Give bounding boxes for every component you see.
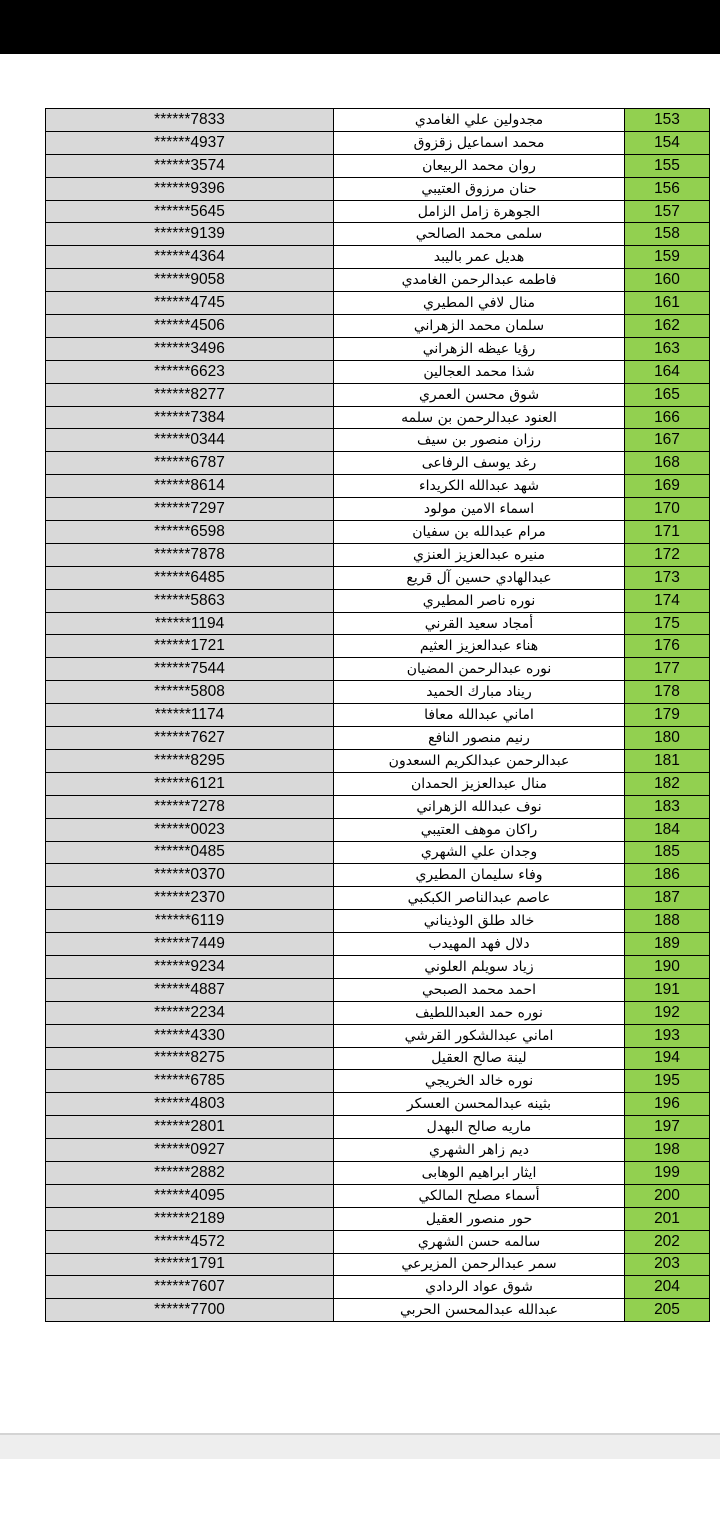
masked-id-cell: ******9139	[46, 223, 334, 246]
table-row	[46, 704, 710, 727]
row-number-cell: 178	[625, 681, 710, 704]
table-row	[46, 864, 710, 887]
name-cell: اماني عبدالشكور القرشي	[334, 1024, 625, 1047]
table-row	[46, 1230, 710, 1253]
masked-id-cell: ******7607	[46, 1276, 334, 1299]
row-number-cell: 154	[625, 131, 710, 154]
row-number-cell: 171	[625, 521, 710, 544]
row-number-cell: 188	[625, 910, 710, 933]
name-cell: منال لافي المطيري	[334, 292, 625, 315]
row-number-cell: 173	[625, 566, 710, 589]
masked-id-cell: ******7278	[46, 795, 334, 818]
masked-id-cell: ******7384	[46, 406, 334, 429]
name-cell: عاصم عبدالناصر الكبكبي	[334, 887, 625, 910]
name-cell: رؤيا عيظه الزهراني	[334, 337, 625, 360]
table-row	[46, 543, 710, 566]
table-row	[46, 955, 710, 978]
row-number-cell: 205	[625, 1299, 710, 1322]
row-number-cell: 186	[625, 864, 710, 887]
row-number-cell: 202	[625, 1230, 710, 1253]
name-cell: عبدالرحمن عبدالكريم السعدون	[334, 749, 625, 772]
row-number-cell: 156	[625, 177, 710, 200]
table-row	[46, 269, 710, 292]
name-cell: نوف عبدالله الزهراني	[334, 795, 625, 818]
masked-id-cell: ******4506	[46, 315, 334, 338]
name-cell: محمد اسماعيل زقزوق	[334, 131, 625, 154]
table-row	[46, 1299, 710, 1322]
masked-id-cell: ******0927	[46, 1139, 334, 1162]
masked-id-cell: ******2882	[46, 1161, 334, 1184]
name-cell: احمد محمد الصبحي	[334, 978, 625, 1001]
masked-id-cell: ******9396	[46, 177, 334, 200]
row-number-cell: 196	[625, 1093, 710, 1116]
name-cell: لينة صالح العقيل	[334, 1047, 625, 1070]
top-status-bar	[0, 0, 720, 54]
row-number-cell: 162	[625, 315, 710, 338]
name-cell: أسماء مصلح المالكي	[334, 1184, 625, 1207]
masked-id-cell: ******2234	[46, 1001, 334, 1024]
masked-id-cell: ******8275	[46, 1047, 334, 1070]
name-cell: ديم زاهر الشهري	[334, 1139, 625, 1162]
masked-id-cell: ******7297	[46, 498, 334, 521]
masked-id-cell: ******0370	[46, 864, 334, 887]
name-cell: العنود عبدالرحمن بن سلمه	[334, 406, 625, 429]
table-row	[46, 246, 710, 269]
row-number-cell: 176	[625, 635, 710, 658]
name-cell: الجوهرة زامل الزامل	[334, 200, 625, 223]
masked-id-cell: ******6623	[46, 360, 334, 383]
name-cell: رنيم منصور النافع	[334, 727, 625, 750]
name-cell: عبدالله عبدالمحسن الحربي	[334, 1299, 625, 1322]
row-number-cell: 177	[625, 658, 710, 681]
table-row	[46, 681, 710, 704]
row-number-cell: 158	[625, 223, 710, 246]
row-number-cell: 192	[625, 1001, 710, 1024]
masked-id-cell: ******1194	[46, 612, 334, 635]
row-number-cell: 172	[625, 543, 710, 566]
table-row	[46, 429, 710, 452]
row-number-cell: 204	[625, 1276, 710, 1299]
table-row	[46, 406, 710, 429]
masked-id-cell: ******2801	[46, 1116, 334, 1139]
row-number-cell: 194	[625, 1047, 710, 1070]
masked-id-cell: ******4364	[46, 246, 334, 269]
name-cell: راكان موهف العتيبي	[334, 818, 625, 841]
masked-id-cell: ******2189	[46, 1207, 334, 1230]
masked-id-cell: ******4330	[46, 1024, 334, 1047]
table-row	[46, 1276, 710, 1299]
table-row	[46, 818, 710, 841]
table-row	[46, 612, 710, 635]
masked-id-cell: ******3496	[46, 337, 334, 360]
name-cell: رغد يوسف الرفاعى	[334, 452, 625, 475]
bottom-scroll-bar	[0, 1433, 720, 1459]
row-number-cell: 200	[625, 1184, 710, 1207]
row-number-cell: 157	[625, 200, 710, 223]
masked-id-cell: ******0485	[46, 841, 334, 864]
table-row	[46, 1001, 710, 1024]
row-number-cell: 153	[625, 109, 710, 132]
masked-id-cell: ******4887	[46, 978, 334, 1001]
name-cell: دلال فهد المهيدب	[334, 933, 625, 956]
masked-id-cell: ******6598	[46, 521, 334, 544]
row-number-cell: 170	[625, 498, 710, 521]
masked-id-cell: ******2370	[46, 887, 334, 910]
masked-id-cell: ******1721	[46, 635, 334, 658]
name-cell: هناء عبدالعزيز العثيم	[334, 635, 625, 658]
table-row	[46, 360, 710, 383]
name-cell: خالد طلق الوذيناني	[334, 910, 625, 933]
table-row	[46, 1116, 710, 1139]
names-table	[45, 108, 710, 1322]
name-cell: سالمه حسن الشهري	[334, 1230, 625, 1253]
name-cell: ايثار ابراهيم الوهابى	[334, 1161, 625, 1184]
name-cell: شوق عواد الردادي	[334, 1276, 625, 1299]
masked-id-cell: ******6785	[46, 1070, 334, 1093]
row-number-cell: 189	[625, 933, 710, 956]
masked-id-cell: ******8295	[46, 749, 334, 772]
name-cell: سلمى محمد الصالحي	[334, 223, 625, 246]
row-number-cell: 195	[625, 1070, 710, 1093]
row-number-cell: 179	[625, 704, 710, 727]
table-row	[46, 131, 710, 154]
row-number-cell: 165	[625, 383, 710, 406]
table-row	[46, 887, 710, 910]
name-cell: شهد عبدالله الكريداء	[334, 475, 625, 498]
row-number-cell: 180	[625, 727, 710, 750]
name-cell: وفاء سليمان المطيري	[334, 864, 625, 887]
row-number-cell: 169	[625, 475, 710, 498]
name-cell: سمر عبدالرحمن المزيرعي	[334, 1253, 625, 1276]
name-cell: شوق محسن العمري	[334, 383, 625, 406]
masked-id-cell: ******9058	[46, 269, 334, 292]
table-row	[46, 337, 710, 360]
masked-id-cell: ******6485	[46, 566, 334, 589]
table-row	[46, 383, 710, 406]
row-number-cell: 190	[625, 955, 710, 978]
masked-id-cell: ******0023	[46, 818, 334, 841]
row-number-cell: 191	[625, 978, 710, 1001]
table-row	[46, 498, 710, 521]
name-cell: رزان منصور بن سيف	[334, 429, 625, 452]
table-row	[46, 1161, 710, 1184]
name-cell: زياد سويلم العلوني	[334, 955, 625, 978]
table-row	[46, 177, 710, 200]
row-number-cell: 193	[625, 1024, 710, 1047]
name-cell: ماريه صالح البهدل	[334, 1116, 625, 1139]
table-row	[46, 566, 710, 589]
table-row	[46, 200, 710, 223]
masked-id-cell: ******0344	[46, 429, 334, 452]
table-row	[46, 1139, 710, 1162]
name-cell: حنان مرزوق العتيبي	[334, 177, 625, 200]
masked-id-cell: ******1791	[46, 1253, 334, 1276]
masked-id-cell: ******4095	[46, 1184, 334, 1207]
table-row	[46, 635, 710, 658]
name-cell: اسماء الامين مولود	[334, 498, 625, 521]
table-row	[46, 978, 710, 1001]
name-cell: وجدان علي الشهري	[334, 841, 625, 864]
masked-id-cell: ******5808	[46, 681, 334, 704]
masked-id-cell: ******9234	[46, 955, 334, 978]
table-row	[46, 521, 710, 544]
row-number-cell: 174	[625, 589, 710, 612]
table-row	[46, 1024, 710, 1047]
row-number-cell: 160	[625, 269, 710, 292]
table-row	[46, 1184, 710, 1207]
row-number-cell: 175	[625, 612, 710, 635]
name-cell: عبدالهادي حسين آل قريع	[334, 566, 625, 589]
row-number-cell: 182	[625, 772, 710, 795]
row-number-cell: 159	[625, 246, 710, 269]
name-cell: فاطمه عبدالرحمن الغامدي	[334, 269, 625, 292]
name-cell: نوره حمد العبداللطيف	[334, 1001, 625, 1024]
masked-id-cell: ******4572	[46, 1230, 334, 1253]
document-page	[45, 108, 710, 1322]
row-number-cell: 198	[625, 1139, 710, 1162]
masked-id-cell: ******4803	[46, 1093, 334, 1116]
table-row	[46, 1047, 710, 1070]
masked-id-cell: ******8614	[46, 475, 334, 498]
name-cell: سلمان محمد الزهراني	[334, 315, 625, 338]
name-cell: شذا محمد العجالين	[334, 360, 625, 383]
masked-id-cell: ******4745	[46, 292, 334, 315]
table-row	[46, 475, 710, 498]
masked-id-cell: ******7627	[46, 727, 334, 750]
masked-id-cell: ******4937	[46, 131, 334, 154]
row-number-cell: 181	[625, 749, 710, 772]
table-row	[46, 223, 710, 246]
table-row	[46, 315, 710, 338]
masked-id-cell: ******7700	[46, 1299, 334, 1322]
name-cell: روان محمد الربيعان	[334, 154, 625, 177]
row-number-cell: 163	[625, 337, 710, 360]
table-row	[46, 109, 710, 132]
masked-id-cell: ******7833	[46, 109, 334, 132]
masked-id-cell: ******6121	[46, 772, 334, 795]
masked-id-cell: ******7544	[46, 658, 334, 681]
row-number-cell: 203	[625, 1253, 710, 1276]
table-row	[46, 1070, 710, 1093]
row-number-cell: 199	[625, 1161, 710, 1184]
masked-id-cell: ******7878	[46, 543, 334, 566]
table-row	[46, 795, 710, 818]
masked-id-cell: ******3574	[46, 154, 334, 177]
name-cell: نوره عبدالرحمن المضيان	[334, 658, 625, 681]
table-body	[46, 109, 710, 1322]
table-row	[46, 658, 710, 681]
row-number-cell: 201	[625, 1207, 710, 1230]
table-row	[46, 1093, 710, 1116]
name-cell: مجدولين علي الغامدي	[334, 109, 625, 132]
table-row	[46, 292, 710, 315]
table-row	[46, 910, 710, 933]
name-cell: ريناد مبارك الحميد	[334, 681, 625, 704]
masked-id-cell: ******5863	[46, 589, 334, 612]
row-number-cell: 187	[625, 887, 710, 910]
row-number-cell: 183	[625, 795, 710, 818]
name-cell: بثينه عبدالمحسن العسكر	[334, 1093, 625, 1116]
name-cell: نوره خالد الخريجي	[334, 1070, 625, 1093]
table-row	[46, 841, 710, 864]
row-number-cell: 164	[625, 360, 710, 383]
masked-id-cell: ******8277	[46, 383, 334, 406]
row-number-cell: 184	[625, 818, 710, 841]
table-row	[46, 154, 710, 177]
table-row	[46, 727, 710, 750]
masked-id-cell: ******6119	[46, 910, 334, 933]
table-row	[46, 1253, 710, 1276]
table-row	[46, 589, 710, 612]
table-row	[46, 1207, 710, 1230]
row-number-cell: 185	[625, 841, 710, 864]
table-row	[46, 772, 710, 795]
name-cell: منيره عبدالعزيز العنزي	[334, 543, 625, 566]
table-row	[46, 933, 710, 956]
row-number-cell: 161	[625, 292, 710, 315]
masked-id-cell: ******1174	[46, 704, 334, 727]
table-row	[46, 452, 710, 475]
table-row	[46, 749, 710, 772]
row-number-cell: 166	[625, 406, 710, 429]
masked-id-cell: ******6787	[46, 452, 334, 475]
name-cell: حور منصور العقيل	[334, 1207, 625, 1230]
row-number-cell: 197	[625, 1116, 710, 1139]
row-number-cell: 155	[625, 154, 710, 177]
masked-id-cell: ******5645	[46, 200, 334, 223]
name-cell: منال عبدالعزيز الحمدان	[334, 772, 625, 795]
name-cell: هديل عمر باليبد	[334, 246, 625, 269]
masked-id-cell: ******7449	[46, 933, 334, 956]
row-number-cell: 168	[625, 452, 710, 475]
name-cell: مرام عبدالله بن سفيان	[334, 521, 625, 544]
row-number-cell: 167	[625, 429, 710, 452]
name-cell: اماني عبدالله معافا	[334, 704, 625, 727]
name-cell: أمجاد سعيد القرني	[334, 612, 625, 635]
name-cell: نوره ناصر المطيري	[334, 589, 625, 612]
